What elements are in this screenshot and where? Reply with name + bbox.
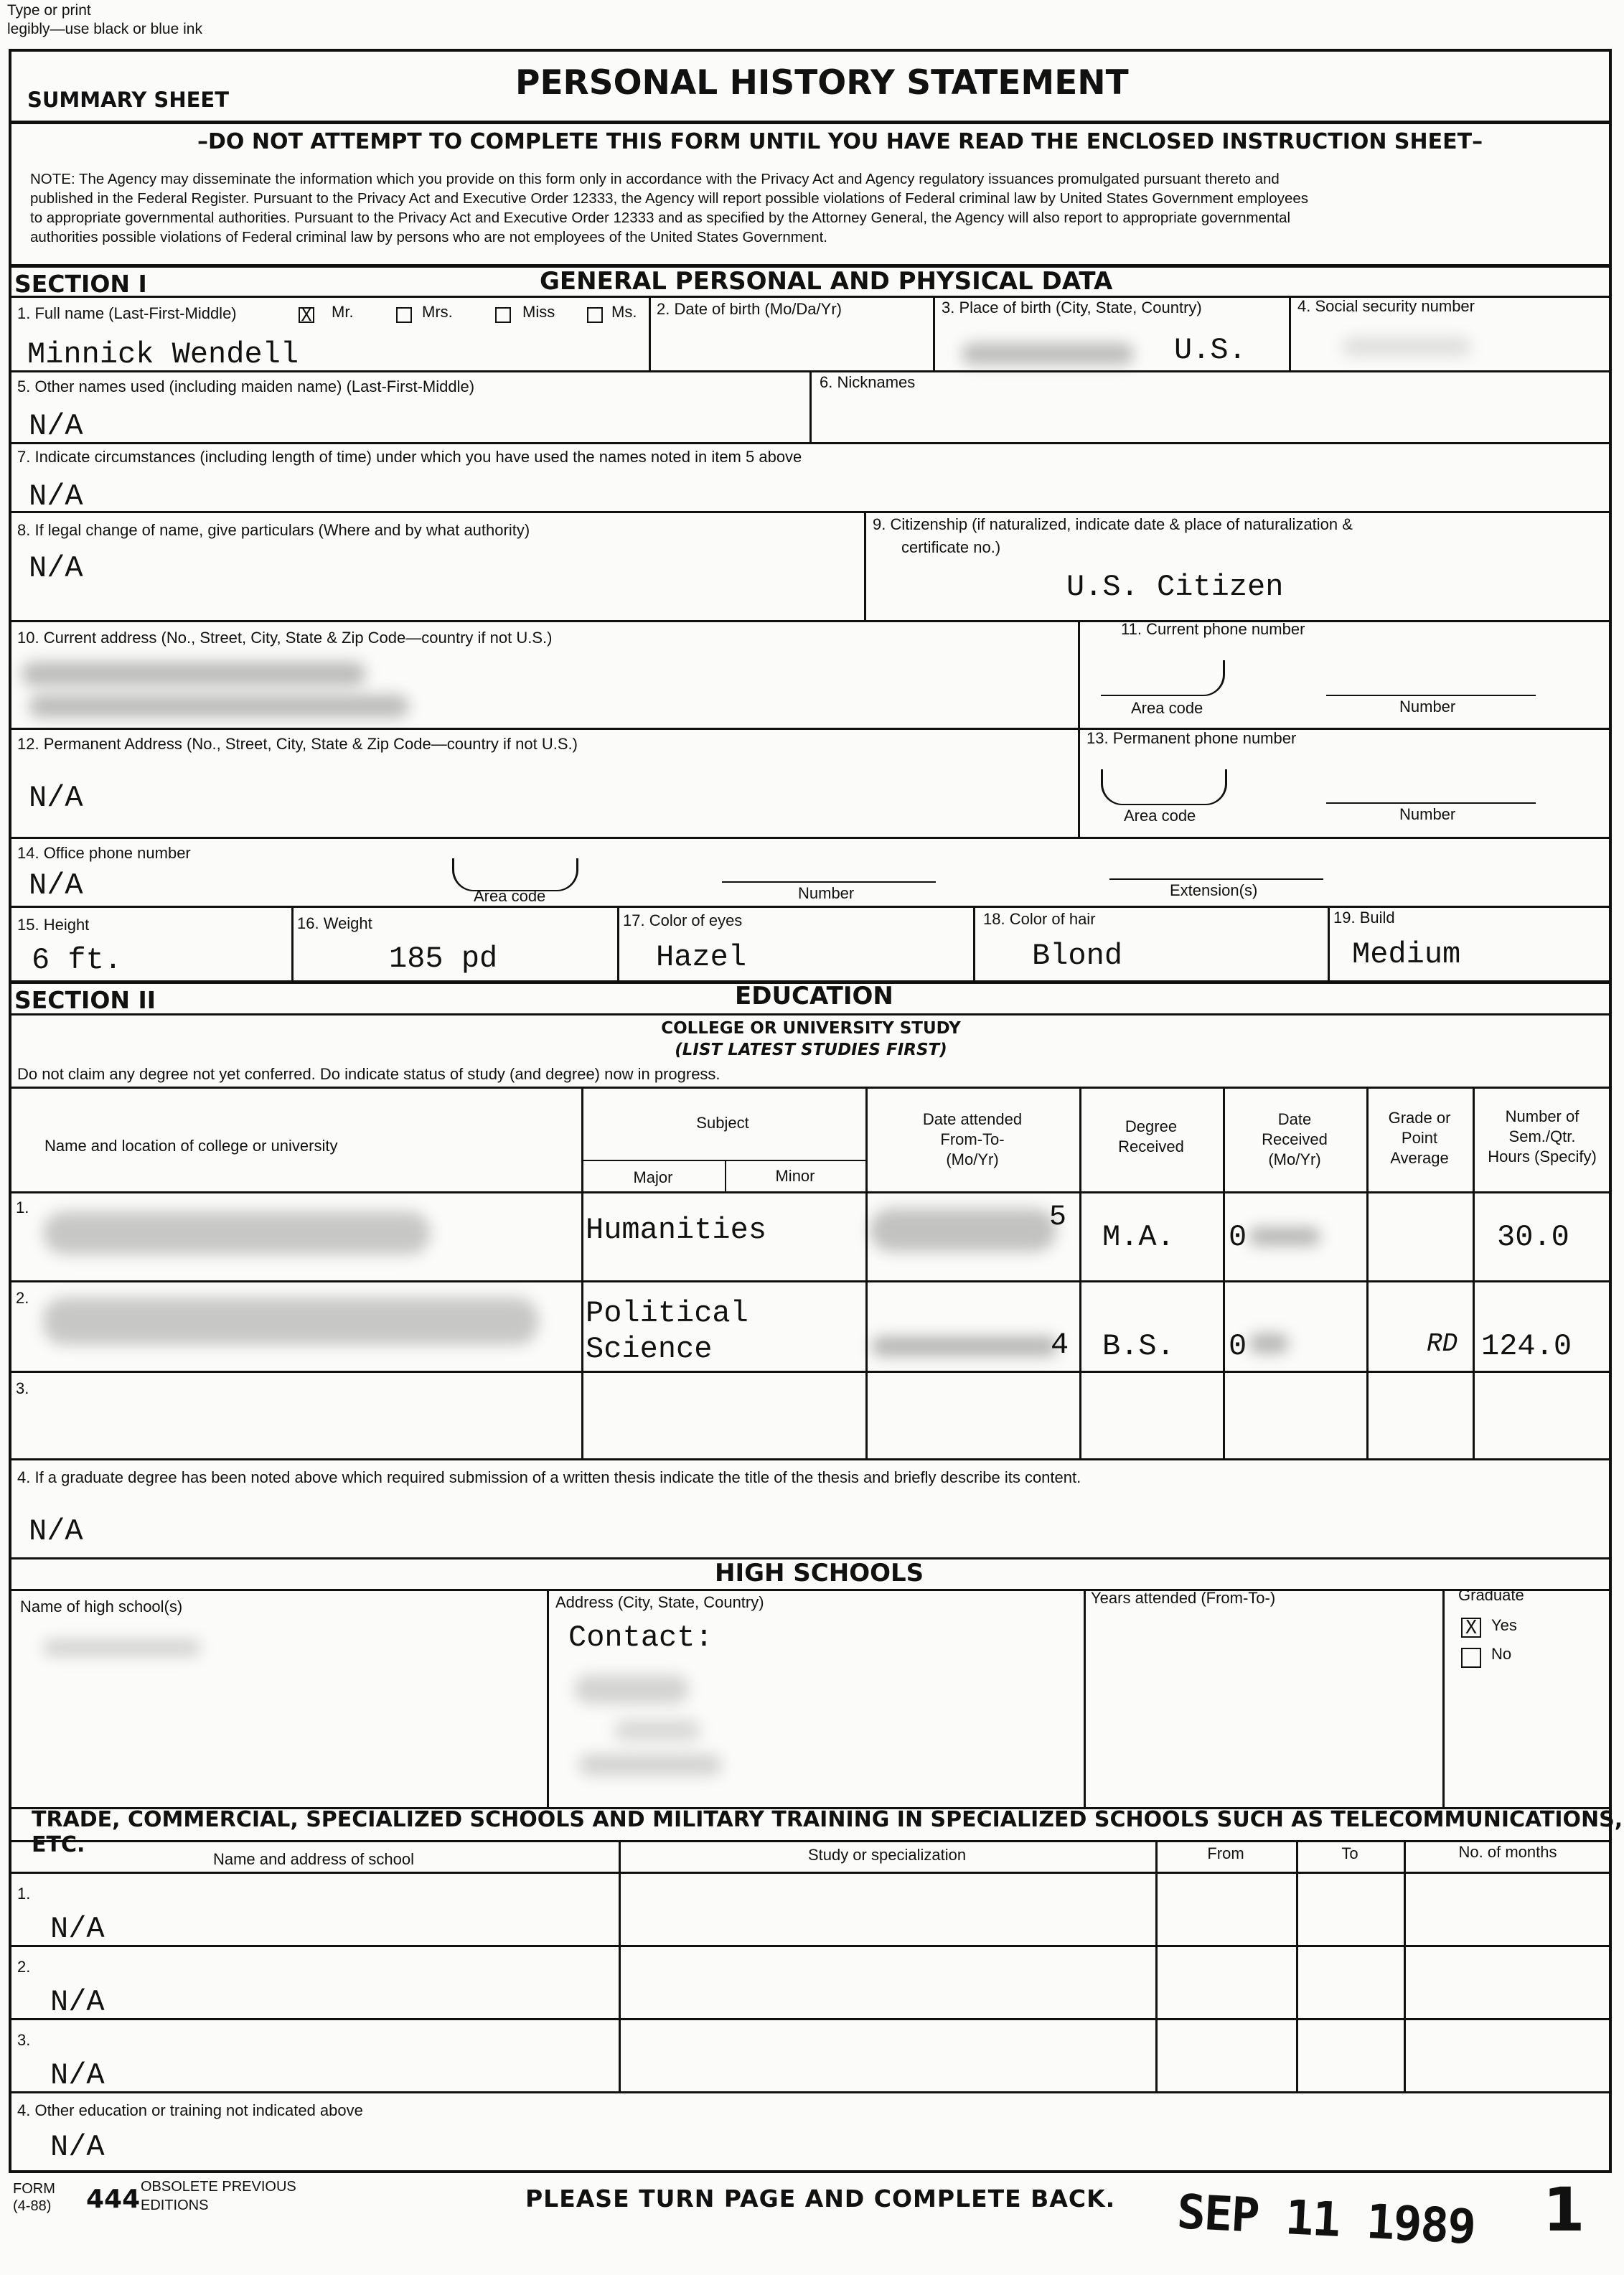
hs-graduate-yes-checkbox[interactable]	[1461, 1618, 1481, 1638]
college-dates-tail-2[interactable]: 4	[1051, 1328, 1069, 1362]
col-college-name: Name and location of college or university	[44, 1137, 338, 1155]
other-names-label: 5. Other names used (including maiden name) (Last-First-Middle)	[17, 377, 475, 395]
permanent-area-code-label: Area code	[1124, 807, 1196, 825]
col-gpa-line: Grade or	[1388, 1109, 1451, 1127]
current-area-code-label: Area code	[1131, 699, 1203, 717]
weight-value[interactable]: 185 pd	[389, 942, 498, 976]
trade-school-1[interactable]: N/A	[50, 1912, 105, 1946]
hair-color-value[interactable]: Blond	[1032, 939, 1123, 973]
check-mark-icon: X	[1465, 1617, 1477, 1638]
eye-color-label: 17. Color of eyes	[623, 911, 743, 929]
trade-col-study: Study or specialization	[807, 1846, 967, 1864]
redacted-received-2	[1249, 1333, 1289, 1354]
current-area-code-field[interactable]	[1101, 660, 1225, 696]
page-title: PERSONAL HISTORY STATEMENT	[515, 63, 1129, 103]
col-date-received-line: Received	[1262, 1130, 1328, 1148]
college-degree-1[interactable]: M.A.	[1102, 1220, 1175, 1254]
title-miss-checkbox[interactable]	[495, 307, 511, 323]
instruction-warning: –DO NOT ATTEMPT TO COMPLETE THIS FORM UNTIL YOU HAVE READ THE ENCLOSED INSTRUCTION SHEET–	[197, 129, 1483, 154]
eye-color-value[interactable]: Hazel	[656, 940, 747, 975]
current-address-label: 10. Current address (No., Street, City, State & Zip Code—country if not U.S.)	[17, 629, 553, 647]
redacted-hs-address-2	[614, 1720, 700, 1741]
other-education-label: 4. Other education or training not indicated above	[17, 2101, 363, 2119]
hs-graduate-no-checkbox[interactable]	[1461, 1648, 1481, 1668]
title-mr-label: Mr.	[332, 303, 354, 321]
col-dates-line: (Mo/Yr)	[946, 1150, 999, 1168]
title-mr-checkbox[interactable]	[299, 307, 314, 323]
college-degree-2[interactable]: B.S.	[1102, 1329, 1175, 1364]
form-word: FORM	[13, 2181, 55, 2197]
col-minor: Minor	[775, 1167, 815, 1185]
college-major-2b[interactable]: Science	[586, 1332, 713, 1366]
form-date: (4-88)	[13, 2198, 52, 2214]
name-circumstances-label: 7. Indicate circumstances (including length of time) under which you have used the names noted in item 5 above	[17, 448, 802, 466]
title-miss-label: Miss	[522, 303, 555, 321]
legal-name-change-label: 8. If legal change of name, give particulars (Where and by what authority)	[17, 521, 530, 539]
current-number-label: Number	[1399, 698, 1456, 716]
redacted-hs-address-1	[574, 1675, 689, 1704]
privacy-note-line: authorities possible violations of Federal criminal law by persons who are not employees of the United States Government.	[30, 229, 827, 245]
form-id	[13, 2180, 55, 2215]
privacy-note-line: published in the Federal Register. Pursuant to the Privacy Act and Executive Order 12333, the Agency will report possible violations of Federal criminal law by United States Government employees	[30, 190, 1309, 207]
obsolete-line: EDITIONS	[141, 2197, 209, 2213]
office-phone-value[interactable]: N/A	[29, 868, 83, 903]
college-row-number: 3.	[16, 1379, 29, 1397]
redacted-dates-2	[871, 1336, 1058, 1356]
hs-address-value[interactable]: Contact:	[568, 1620, 713, 1655]
redacted-college-1	[43, 1211, 431, 1254]
section-2-label: SECTION II	[14, 986, 156, 1014]
redacted-college-2	[43, 1298, 538, 1345]
hs-years-label: Years attended (From-To-)	[1091, 1589, 1276, 1607]
permanent-address-value[interactable]: N/A	[29, 781, 83, 815]
other-education-value[interactable]: N/A	[50, 2130, 105, 2164]
ink-instruction-line-1: Type or print	[7, 2, 91, 19]
place-of-birth-value[interactable]: U.S.	[1174, 333, 1247, 367]
college-date-received-2[interactable]: 0	[1229, 1329, 1247, 1364]
college-hours-2[interactable]: 124.0	[1481, 1329, 1572, 1364]
college-gpa-2[interactable]: RD	[1427, 1329, 1458, 1359]
height-label: 15. Height	[17, 916, 90, 934]
redacted-address-line-2	[29, 695, 409, 718]
title-mrs-checkbox[interactable]	[396, 307, 412, 323]
permanent-number-label: Number	[1399, 805, 1456, 823]
ink-instruction	[7, 1, 202, 39]
citizenship-label-line-1: 9. Citizenship (if naturalized, indicate date & place of naturalization &	[873, 515, 1353, 533]
legal-name-change-value[interactable]: N/A	[29, 551, 83, 586]
college-major-1[interactable]: Humanities	[586, 1213, 767, 1247]
thesis-label: 4. If a graduate degree has been noted above which required submission of a written thesis indicate the title of the thesis and briefly describe its content.	[17, 1468, 1081, 1486]
section-1-label: SECTION I	[14, 270, 147, 298]
hs-graduate-label: Graduate	[1458, 1586, 1524, 1604]
trade-row-number: 3.	[17, 2031, 31, 2049]
col-date-received-line: (Mo/Yr)	[1268, 1150, 1321, 1168]
obsolete-line: OBSOLETE PREVIOUS	[141, 2179, 296, 2195]
place-of-birth-label: 3. Place of birth (City, State, Country)	[942, 299, 1202, 316]
hs-graduate-yes-label: Yes	[1491, 1616, 1517, 1634]
college-study-title: COLLEGE OR UNIVERSITY STUDY	[661, 1019, 961, 1038]
permanent-phone-label: 13. Permanent phone number	[1086, 729, 1297, 747]
summary-sheet-label: SUMMARY SHEET	[27, 88, 229, 112]
section-1-title: GENERAL PERSONAL AND PHYSICAL DATA	[540, 267, 1113, 296]
col-dates-attended	[865, 1110, 1079, 1170]
col-degree-line: Received	[1118, 1138, 1184, 1155]
hs-graduate-no-label: No	[1491, 1645, 1512, 1663]
citizenship-value[interactable]: U.S. Citizen	[1066, 570, 1284, 604]
privacy-note	[30, 169, 1308, 247]
permanent-address-label: 12. Permanent Address (No., Street, City, State & Zip Code—country if not U.S.)	[17, 735, 578, 753]
title-ms-label: Ms.	[611, 303, 637, 321]
col-dates-line: Date attended	[922, 1110, 1023, 1128]
hair-color-label: 18. Color of hair	[983, 910, 1096, 928]
trade-school-2[interactable]: N/A	[50, 1985, 105, 2020]
date-stamp: SEP 11 1989	[1175, 2184, 1476, 2255]
hs-address-label: Address (City, State, Country)	[555, 1593, 764, 1611]
col-gpa	[1366, 1108, 1473, 1168]
redacted-ssn	[1342, 337, 1471, 356]
redacted-dates-1	[870, 1209, 1056, 1252]
date-of-birth-label: 2. Date of birth (Mo/Da/Yr)	[657, 300, 842, 318]
college-row-number: 1.	[16, 1199, 29, 1216]
permanent-area-code-field[interactable]	[1101, 769, 1227, 805]
col-major: Major	[633, 1168, 673, 1186]
height-value[interactable]: 6 ft.	[32, 943, 123, 977]
col-hours	[1473, 1107, 1612, 1167]
form-number: 444	[86, 2185, 141, 2214]
high-schools-title: HIGH SCHOOLS	[715, 1559, 924, 1587]
col-hours-line: Hours (Specify)	[1488, 1148, 1597, 1165]
col-subject: Subject	[696, 1114, 749, 1132]
section-2-title: EDUCATION	[735, 982, 893, 1010]
trade-col-to: To	[1341, 1844, 1358, 1862]
check-mark-icon: X	[301, 305, 312, 325]
thesis-value[interactable]: N/A	[29, 1514, 83, 1549]
build-value[interactable]: Medium	[1352, 937, 1461, 972]
privacy-note-line: to appropriate governmental authorities. Pursuant to the Privacy Act and Executive Order 12333 and as specified by the Attorney General, the Agency will also report to appropriate governmental	[30, 210, 1291, 226]
full-name-value[interactable]: Minnick Wendell	[27, 337, 299, 372]
weight-label: 16. Weight	[297, 914, 372, 932]
full-name-label: 1. Full name (Last-First-Middle)	[17, 304, 237, 322]
trade-row-number: 1.	[17, 1885, 31, 1903]
col-gpa-line: Average	[1390, 1149, 1449, 1167]
col-date-received	[1223, 1110, 1366, 1170]
office-area-code-label: Area code	[474, 887, 546, 905]
office-number-label: Number	[798, 884, 855, 902]
college-instruction: Do not claim any degree not yet conferred. Do indicate status of study (and degree) now in progress.	[17, 1065, 721, 1083]
ink-instruction-line-2: legibly—use black or blue ink	[7, 21, 202, 37]
other-names-value[interactable]: N/A	[29, 409, 83, 444]
ssn-label: 4. Social security number	[1297, 297, 1475, 315]
col-gpa-line: Point	[1401, 1129, 1438, 1147]
page-number: 1	[1543, 2175, 1585, 2245]
build-label: 19. Build	[1333, 909, 1395, 927]
turn-page-instruction: PLEASE TURN PAGE AND COMPLETE BACK.	[525, 2185, 1116, 2213]
trade-row-number: 2.	[17, 1958, 31, 1976]
trade-col-from: From	[1207, 1844, 1244, 1862]
privacy-note-line: NOTE: The Agency may disseminate the information which you provide on this form only in accordance with the Privacy Act and Agency regulatory issuances promulgated pursuant thereto and	[30, 171, 1280, 187]
citizenship-label-line-2: certificate no.)	[901, 538, 1001, 556]
title-mrs-label: Mrs.	[422, 303, 453, 321]
college-hours-1[interactable]: 30.0	[1497, 1220, 1569, 1254]
trade-col-name: Name and address of school	[212, 1850, 415, 1868]
obsolete-editions-note	[141, 2177, 296, 2215]
trade-schools-title: TRADE, COMMERCIAL, SPECIALIZED SCHOOLS AND MILITARY TRAINING IN SPECIALIZED SCHOOLS SUCH AS TELECOMMUNICATIONS, ETC.	[32, 1807, 1623, 1857]
office-extension-label: Extension(s)	[1170, 881, 1258, 899]
college-dates-tail-1[interactable]: 5	[1049, 1201, 1067, 1234]
redacted-hs-name	[43, 1639, 201, 1656]
col-degree-line: Degree	[1125, 1117, 1178, 1135]
office-phone-label: 14. Office phone number	[17, 844, 191, 862]
hs-name-label: Name of high school(s)	[20, 1598, 183, 1615]
trade-school-3[interactable]: N/A	[50, 2058, 105, 2093]
col-hours-line: Number of	[1505, 1107, 1580, 1125]
college-date-received-1[interactable]: 0	[1229, 1220, 1247, 1254]
redacted-address-line-1	[22, 662, 366, 686]
col-dates-line: From-To-	[940, 1130, 1005, 1148]
college-study-subtitle: (LIST LATEST STUDIES FIRST)	[675, 1041, 947, 1059]
college-major-2a[interactable]: Political	[586, 1296, 748, 1331]
col-degree	[1079, 1117, 1223, 1157]
redacted-birthplace	[962, 343, 1134, 365]
col-hours-line: Sem./Qtr.	[1508, 1127, 1576, 1145]
name-circumstances-value[interactable]: N/A	[29, 479, 83, 514]
redacted-hs-address-3	[578, 1754, 722, 1776]
title-ms-checkbox[interactable]	[587, 307, 603, 323]
redacted-received-1	[1249, 1227, 1320, 1246]
current-phone-label: 11. Current phone number	[1121, 620, 1305, 638]
college-row-number: 2.	[16, 1289, 29, 1307]
col-date-received-line: Date	[1277, 1110, 1312, 1128]
trade-col-months: No. of months	[1458, 1843, 1557, 1861]
nicknames-label: 6. Nicknames	[820, 373, 916, 391]
